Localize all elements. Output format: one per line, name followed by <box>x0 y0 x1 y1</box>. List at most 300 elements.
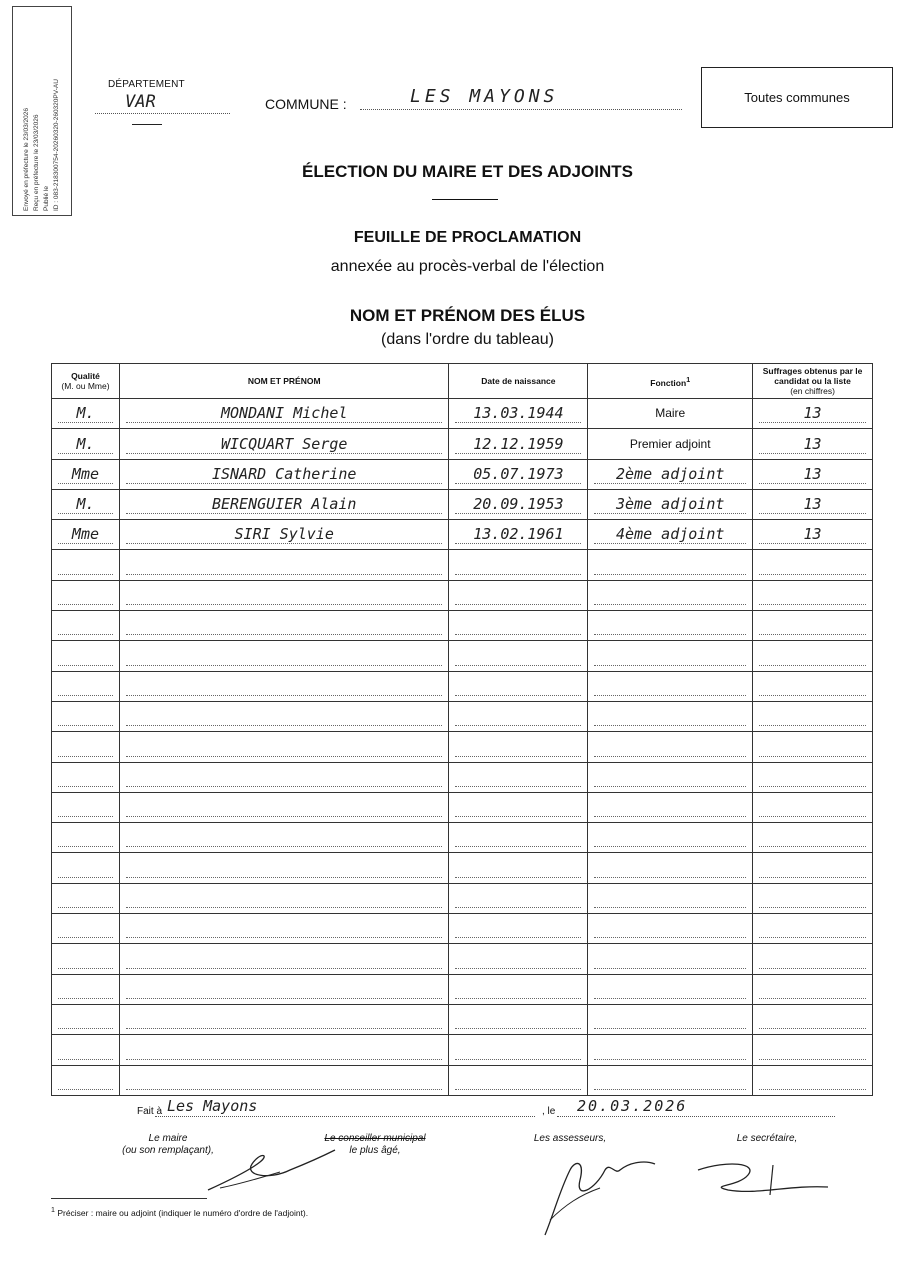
cell-fonction <box>588 399 753 429</box>
cell-fonction <box>588 762 753 792</box>
cell-nom <box>119 1004 449 1034</box>
cell-fonction <box>588 944 753 974</box>
cell-suffrages <box>753 1065 873 1095</box>
footnote-rule <box>51 1198 207 1199</box>
cell-date-value <box>455 646 581 666</box>
cell-date <box>449 611 588 641</box>
stamp-line-received: Reçu en préfecture le 23/03/2026 <box>33 114 40 211</box>
cell-suffrages-value <box>759 615 866 635</box>
cell-suffrages-value <box>759 1040 866 1060</box>
cell-fonction <box>588 489 753 519</box>
cell-date <box>449 792 588 822</box>
cell-nom <box>119 732 449 762</box>
cell-qualite <box>52 641 120 671</box>
document-title: ÉLECTION DU MAIRE ET DES ADJOINTS <box>302 162 633 181</box>
cell-qualite-value <box>58 888 113 908</box>
cell-date-value <box>455 1070 581 1090</box>
cell-suffrages-value <box>759 706 866 726</box>
cell-nom-value: ISNARD Catherine <box>126 464 443 484</box>
cell-date <box>449 429 588 459</box>
table-row <box>52 641 873 671</box>
cell-suffrages-value <box>759 555 866 575</box>
departement-rule <box>132 124 162 125</box>
cell-date <box>449 520 588 550</box>
cell-suffrages <box>753 429 873 459</box>
cell-fonction-value <box>594 918 746 938</box>
cell-date-value: 13.02.1961 <box>455 524 581 544</box>
cell-fonction <box>588 429 753 459</box>
stamp-line-published: Publié le <box>43 186 50 211</box>
cell-suffrages-value <box>759 767 866 787</box>
table-row <box>52 550 873 580</box>
cell-qualite <box>52 853 120 883</box>
date-label: , le <box>542 1106 556 1117</box>
cell-nom-value <box>126 555 443 575</box>
table-row <box>52 1065 873 1095</box>
maire-signature <box>200 1140 340 1200</box>
cell-nom-value: MONDANI Michel <box>126 403 443 423</box>
table-row <box>52 823 873 853</box>
cell-suffrages-value <box>759 827 866 847</box>
conseiller-label: Le conseiller municipal <box>324 1133 426 1144</box>
cell-suffrages <box>753 944 873 974</box>
cell-qualite-value <box>58 585 113 605</box>
cell-qualite <box>52 1035 120 1065</box>
cell-qualite <box>52 762 120 792</box>
cell-fonction <box>588 914 753 944</box>
cell-date-value <box>455 1040 581 1060</box>
cell-fonction <box>588 823 753 853</box>
cell-date <box>449 701 588 731</box>
cell-nom <box>119 944 449 974</box>
cell-nom <box>119 520 449 550</box>
cell-qualite-value: M. <box>58 434 113 454</box>
cell-qualite-value <box>58 767 113 787</box>
table-row <box>52 974 873 1004</box>
cell-qualite <box>52 823 120 853</box>
cell-nom-value <box>126 827 443 847</box>
cell-qualite-value: M. <box>58 403 113 423</box>
cell-suffrages <box>753 489 873 519</box>
cell-date <box>449 762 588 792</box>
maire-sub: (ou son remplaçant), <box>122 1145 214 1156</box>
cell-fonction-value <box>594 888 746 908</box>
header-qualite-label: Qualité <box>71 371 100 381</box>
cell-qualite <box>52 883 120 913</box>
cell-date <box>449 459 588 489</box>
secretaire-label: Le secrétaire, <box>736 1133 798 1144</box>
table-row <box>52 701 873 731</box>
cell-fonction-value: Premier adjoint <box>629 436 711 451</box>
table-row <box>52 883 873 913</box>
fait-label: Fait à <box>137 1106 163 1117</box>
table-row <box>52 459 873 489</box>
cell-fonction-value <box>594 585 746 605</box>
cell-nom-value <box>126 737 443 757</box>
cell-qualite <box>52 914 120 944</box>
table-row <box>52 1004 873 1034</box>
cell-date <box>449 399 588 429</box>
cell-suffrages <box>753 792 873 822</box>
departement-value: VAR <box>95 92 230 114</box>
cell-fonction-value <box>594 1009 746 1029</box>
cell-suffrages <box>753 883 873 913</box>
cell-date-value <box>455 615 581 635</box>
cell-date <box>449 1065 588 1095</box>
cell-date-value <box>455 737 581 757</box>
table-row <box>52 429 873 459</box>
cell-fonction <box>588 1004 753 1034</box>
header-fonction-sup: 1 <box>686 375 691 384</box>
cell-nom <box>119 399 449 429</box>
cell-suffrages <box>753 974 873 1004</box>
assesseur-signature <box>535 1150 665 1245</box>
sheet-subtitle: annexée au procès-verbal de l'élection <box>330 258 605 275</box>
cell-nom-value <box>126 1009 443 1029</box>
cell-fonction <box>588 459 753 489</box>
cell-suffrages <box>753 641 873 671</box>
cell-qualite-value: M. <box>58 494 113 514</box>
header-suffrages <box>753 364 873 399</box>
cell-nom <box>119 974 449 1004</box>
cell-fonction-value: 4ème adjoint <box>594 524 746 544</box>
cell-suffrages <box>753 399 873 429</box>
prefecture-stamp <box>12 6 72 216</box>
cell-suffrages-value <box>759 1009 866 1029</box>
cell-date <box>449 580 588 610</box>
cell-date-value <box>455 1009 581 1029</box>
cell-date-value <box>455 585 581 605</box>
sheet-title: FEUILLE DE PROCLAMATION <box>353 229 582 246</box>
cell-fonction-value <box>594 979 746 999</box>
table-row <box>52 762 873 792</box>
cell-date-value <box>455 888 581 908</box>
header-qualite-sub: (M. ou Mme) <box>61 381 110 391</box>
cell-suffrages <box>753 732 873 762</box>
table-row <box>52 853 873 883</box>
cell-qualite <box>52 550 120 580</box>
cell-suffrages <box>753 580 873 610</box>
commune-category-box <box>701 67 893 128</box>
cell-date <box>449 944 588 974</box>
cell-suffrages <box>753 459 873 489</box>
cell-suffrages <box>753 823 873 853</box>
cell-fonction-value <box>594 1040 746 1060</box>
cell-nom <box>119 701 449 731</box>
commune-category-label: Toutes communes <box>744 90 850 105</box>
conseiller-sub: le plus âgé, <box>349 1145 401 1156</box>
header-suffrages-sub: (en chiffres) <box>790 386 835 396</box>
cell-date <box>449 489 588 519</box>
header-fonction <box>588 364 753 399</box>
cell-fonction <box>588 550 753 580</box>
cell-date <box>449 671 588 701</box>
elus-subtitle: (dans l'ordre du tableau) <box>381 331 554 348</box>
cell-date-value: 20.09.1953 <box>455 494 581 514</box>
cell-nom <box>119 580 449 610</box>
cell-nom <box>119 762 449 792</box>
cell-qualite-value <box>58 858 113 878</box>
cell-qualite-value <box>58 676 113 696</box>
cell-fonction-value <box>594 949 746 969</box>
header-qualite <box>52 364 120 399</box>
cell-nom-value <box>126 949 443 969</box>
stamp-line-id: ID : 083-218300754-20260320-260320PV-AU <box>53 79 60 211</box>
cell-nom <box>119 550 449 580</box>
cell-date <box>449 883 588 913</box>
cell-fonction-value <box>594 737 746 757</box>
cell-date-value: 13.03.1944 <box>455 403 581 423</box>
cell-date <box>449 1035 588 1065</box>
cell-qualite-value <box>58 918 113 938</box>
cell-suffrages <box>753 611 873 641</box>
cell-suffrages <box>753 1004 873 1034</box>
cell-fonction <box>588 701 753 731</box>
cell-fonction-value <box>594 1070 746 1090</box>
cell-qualite <box>52 580 120 610</box>
cell-nom-value <box>126 767 443 787</box>
header-nom: NOM ET PRÉNOM <box>119 364 449 399</box>
cell-fonction-value <box>594 827 746 847</box>
cell-suffrages <box>753 701 873 731</box>
cell-suffrages-value <box>759 1070 866 1090</box>
cell-suffrages <box>753 520 873 550</box>
cell-suffrages-value: 13 <box>759 464 866 484</box>
cell-date <box>449 974 588 1004</box>
cell-suffrages <box>753 1035 873 1065</box>
cell-fonction <box>588 883 753 913</box>
cell-qualite <box>52 1004 120 1034</box>
cell-fonction <box>588 1065 753 1095</box>
cell-suffrages-value <box>759 646 866 666</box>
cell-qualite-value <box>58 1040 113 1060</box>
cell-fonction-value <box>594 706 746 726</box>
fait-value: Les Mayons <box>155 1097 535 1117</box>
cell-qualite-value <box>58 1070 113 1090</box>
cell-nom <box>119 914 449 944</box>
cell-qualite-value <box>58 555 113 575</box>
cell-suffrages <box>753 853 873 883</box>
cell-suffrages-value <box>759 858 866 878</box>
cell-qualite-value <box>58 737 113 757</box>
stamp-line-sent: Envoyé en préfecture le 23/03/2026 <box>23 108 30 211</box>
cell-qualite-value <box>58 827 113 847</box>
cell-suffrages-value: 13 <box>759 403 866 423</box>
cell-nom-value: BERENGUIER Alain <box>126 494 443 514</box>
cell-nom <box>119 671 449 701</box>
cell-date-value <box>455 949 581 969</box>
cell-date-value <box>455 797 581 817</box>
cell-qualite <box>52 611 120 641</box>
table-row <box>52 944 873 974</box>
cell-qualite <box>52 459 120 489</box>
cell-qualite <box>52 520 120 550</box>
commune-label: COMMUNE : <box>265 96 347 112</box>
cell-fonction-value: 2ème adjoint <box>594 464 746 484</box>
cell-date <box>449 732 588 762</box>
cell-fonction-value <box>594 676 746 696</box>
table-body <box>52 399 873 1096</box>
cell-suffrages-value <box>759 888 866 908</box>
maire-label: Le maire <box>148 1133 188 1144</box>
cell-qualite <box>52 399 120 429</box>
cell-date-value: 05.07.1973 <box>455 464 581 484</box>
cell-fonction-value <box>594 555 746 575</box>
cell-qualite-value: Mme <box>58 464 113 484</box>
cell-date-value <box>455 979 581 999</box>
cell-suffrages-value <box>759 676 866 696</box>
header-fonction-label: Fonction <box>650 377 687 388</box>
cell-nom-value <box>126 615 443 635</box>
cell-nom <box>119 1065 449 1095</box>
cell-qualite-value <box>58 706 113 726</box>
cell-fonction <box>588 853 753 883</box>
table-row <box>52 914 873 944</box>
header-date: Date de naissance <box>449 364 588 399</box>
cell-nom <box>119 853 449 883</box>
cell-qualite <box>52 671 120 701</box>
cell-suffrages-value: 13 <box>759 494 866 514</box>
cell-fonction <box>588 732 753 762</box>
cell-nom-value <box>126 858 443 878</box>
cell-date <box>449 853 588 883</box>
cell-qualite <box>52 944 120 974</box>
table-row <box>52 732 873 762</box>
table-row <box>52 580 873 610</box>
cell-suffrages-value <box>759 797 866 817</box>
cell-date-value <box>455 918 581 938</box>
cell-fonction-value <box>594 767 746 787</box>
cell-fonction-value <box>594 797 746 817</box>
cell-suffrages-value <box>759 585 866 605</box>
cell-fonction <box>588 1035 753 1065</box>
cell-fonction <box>588 641 753 671</box>
cell-nom-value <box>126 797 443 817</box>
footnote-sup: 1 <box>51 1206 55 1214</box>
cell-nom <box>119 823 449 853</box>
cell-suffrages <box>753 914 873 944</box>
cell-qualite <box>52 732 120 762</box>
cell-date-value <box>455 858 581 878</box>
cell-fonction-value: Maire <box>655 406 686 421</box>
secretaire-signature <box>688 1155 838 1200</box>
cell-date-value <box>455 827 581 847</box>
cell-fonction <box>588 792 753 822</box>
table-row <box>52 1035 873 1065</box>
table-row <box>52 611 873 641</box>
elus-table <box>51 363 873 1096</box>
cell-suffrages-value <box>759 979 866 999</box>
cell-date-value <box>455 676 581 696</box>
cell-suffrages-value <box>759 949 866 969</box>
cell-fonction <box>588 671 753 701</box>
commune-value: LES MAYONS <box>360 86 682 110</box>
cell-nom <box>119 459 449 489</box>
cell-nom-value <box>126 646 443 666</box>
cell-date <box>449 550 588 580</box>
cell-date-value <box>455 767 581 787</box>
cell-fonction <box>588 611 753 641</box>
cell-date <box>449 1004 588 1034</box>
cell-fonction-value <box>594 646 746 666</box>
cell-date-value: 12.12.1959 <box>455 434 581 454</box>
cell-nom <box>119 883 449 913</box>
cell-qualite-value <box>58 646 113 666</box>
footnote-text: Préciser : maire ou adjoint (indiquer le numéro d'ordre de l'adjoint). <box>57 1207 309 1218</box>
title-divider <box>432 199 498 200</box>
cell-date <box>449 823 588 853</box>
cell-nom-value <box>126 585 443 605</box>
cell-fonction <box>588 974 753 1004</box>
cell-qualite <box>52 489 120 519</box>
cell-suffrages <box>753 671 873 701</box>
cell-fonction-value: 3ème adjoint <box>594 494 746 514</box>
cell-qualite-value <box>58 949 113 969</box>
cell-nom-value <box>126 888 443 908</box>
cell-qualite-value <box>58 615 113 635</box>
cell-nom <box>119 641 449 671</box>
cell-fonction <box>588 520 753 550</box>
cell-nom <box>119 429 449 459</box>
cell-fonction-value <box>594 615 746 635</box>
table-row <box>52 671 873 701</box>
header-suffrages-label: Suffrages obtenus par le candidat ou la liste <box>762 366 863 386</box>
cell-qualite-value <box>58 979 113 999</box>
table-row <box>52 792 873 822</box>
table-row <box>52 489 873 519</box>
cell-suffrages-value: 13 <box>759 434 866 454</box>
cell-nom <box>119 792 449 822</box>
cell-nom-value <box>126 706 443 726</box>
cell-qualite <box>52 1065 120 1095</box>
cell-date-value <box>455 706 581 726</box>
cell-nom-value <box>126 676 443 696</box>
cell-nom-value <box>126 1070 443 1090</box>
cell-date <box>449 914 588 944</box>
assesseurs-label: Les assesseurs, <box>533 1133 607 1144</box>
cell-qualite-value: Mme <box>58 524 113 544</box>
cell-suffrages <box>753 550 873 580</box>
cell-suffrages <box>753 762 873 792</box>
cell-nom-value <box>126 979 443 999</box>
cell-qualite <box>52 429 120 459</box>
cell-qualite-value <box>58 797 113 817</box>
cell-suffrages-value <box>759 918 866 938</box>
table-header-row <box>52 364 873 399</box>
cell-qualite <box>52 974 120 1004</box>
cell-suffrages-value <box>759 737 866 757</box>
elus-title: NOM ET PRÉNOM DES ÉLUS <box>349 306 586 325</box>
cell-nom-value: SIRI Sylvie <box>126 524 443 544</box>
footnote <box>51 1206 308 1218</box>
cell-fonction-value <box>594 858 746 878</box>
cell-nom <box>119 489 449 519</box>
cell-nom <box>119 611 449 641</box>
cell-nom-value: WICQUART Serge <box>126 434 443 454</box>
cell-date <box>449 641 588 671</box>
table-row <box>52 520 873 550</box>
cell-fonction <box>588 580 753 610</box>
cell-qualite <box>52 792 120 822</box>
cell-qualite-value <box>58 1009 113 1029</box>
cell-nom-value <box>126 1040 443 1060</box>
date-value: 20.03.2026 <box>557 1097 835 1117</box>
cell-qualite <box>52 701 120 731</box>
cell-date-value <box>455 555 581 575</box>
cell-suffrages-value: 13 <box>759 524 866 544</box>
cell-nom-value <box>126 918 443 938</box>
cell-nom <box>119 1035 449 1065</box>
